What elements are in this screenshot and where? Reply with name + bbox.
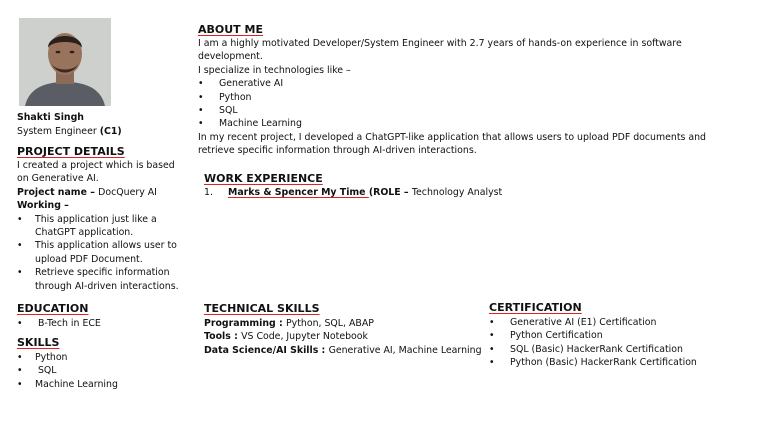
list-item: • Generative AI (E1) Certification	[489, 316, 749, 329]
list-item: • SQL	[198, 104, 706, 117]
about-line: I specialize in technologies like –	[198, 64, 351, 76]
tech-row: Programming : Python, SQL, ABAP	[204, 318, 374, 329]
technical-skills-section	[204, 317, 482, 357]
list-item: • SQL	[17, 364, 177, 377]
list-item: • Python	[198, 91, 706, 104]
technical-skills-heading: TECHNICAL SKILLS	[204, 302, 320, 315]
list-item: • Machine Learning	[17, 378, 177, 391]
list-item: • Retrieve specific information through AI-driven interactions.	[17, 266, 179, 293]
about-line: development.	[198, 51, 263, 63]
work-role: Technology Analyst	[411, 187, 503, 198]
profile-name: Shakti Singh	[17, 112, 84, 123]
skills-heading: SKILLS	[17, 336, 60, 349]
work-experience-heading: WORK EXPERIENCE	[204, 172, 323, 185]
project-intro-line: I created a project which is based	[17, 160, 175, 171]
title-level: (C1)	[99, 126, 122, 137]
project-bullets	[17, 213, 179, 293]
tech-row: Data Science/AI Skills : Generative AI, Machine Learning	[204, 344, 482, 356]
about-section	[198, 37, 706, 158]
about-tech-list	[198, 77, 706, 131]
work-item	[204, 186, 502, 199]
about-closing-line: retrieve specific information through AI-driven interactions.	[198, 145, 477, 157]
work-item-number: 1.	[204, 187, 213, 198]
education-list	[17, 317, 177, 330]
list-item: • Python Certification	[489, 329, 749, 342]
project-name-value: DocQuery AI	[98, 186, 157, 198]
skills-list	[17, 351, 177, 391]
profile-photo	[19, 18, 111, 106]
about-heading: ABOUT ME	[198, 23, 263, 36]
project-name-label: Project name –	[17, 186, 99, 198]
list-item: • This application allows user to upload PDF Document.	[17, 239, 179, 266]
profile-title	[17, 125, 122, 138]
work-role-label: (ROLE –	[368, 187, 412, 198]
education-heading: EDUCATION	[17, 302, 89, 315]
work-company: Marks & Spencer My Time	[228, 187, 369, 198]
list-item: • Python	[17, 351, 177, 364]
about-line: I am a highly motivated Developer/System Engineer with 2.7 years of hands-on experience in software	[198, 38, 682, 49]
list-item: • Python (Basic) HackerRank Certification	[489, 356, 749, 369]
project-details-section	[17, 159, 179, 293]
certification-heading: CERTIFICATION	[489, 301, 582, 314]
tech-row: Tools : VS Code, Jupyter Notebook	[204, 331, 368, 343]
certification-list	[489, 316, 749, 370]
working-label: Working –	[17, 200, 69, 212]
project-details-heading: PROJECT DETAILS	[17, 145, 125, 158]
profile-photo-image	[19, 18, 111, 106]
list-item: • This application just like a ChatGPT application.	[17, 213, 179, 240]
list-item: • Machine Learning	[198, 117, 706, 130]
list-item: • B-Tech in ECE	[17, 317, 177, 330]
list-item: • SQL (Basic) HackerRank Certification	[489, 343, 749, 356]
project-intro-line: on Generative AI.	[17, 173, 99, 185]
list-item: • Generative AI	[198, 77, 706, 90]
title-text: System Engineer	[17, 126, 100, 137]
about-closing-line: In my recent project, I developed a ChatGPT-like application that allows users to upload PDF documents and	[198, 131, 706, 143]
